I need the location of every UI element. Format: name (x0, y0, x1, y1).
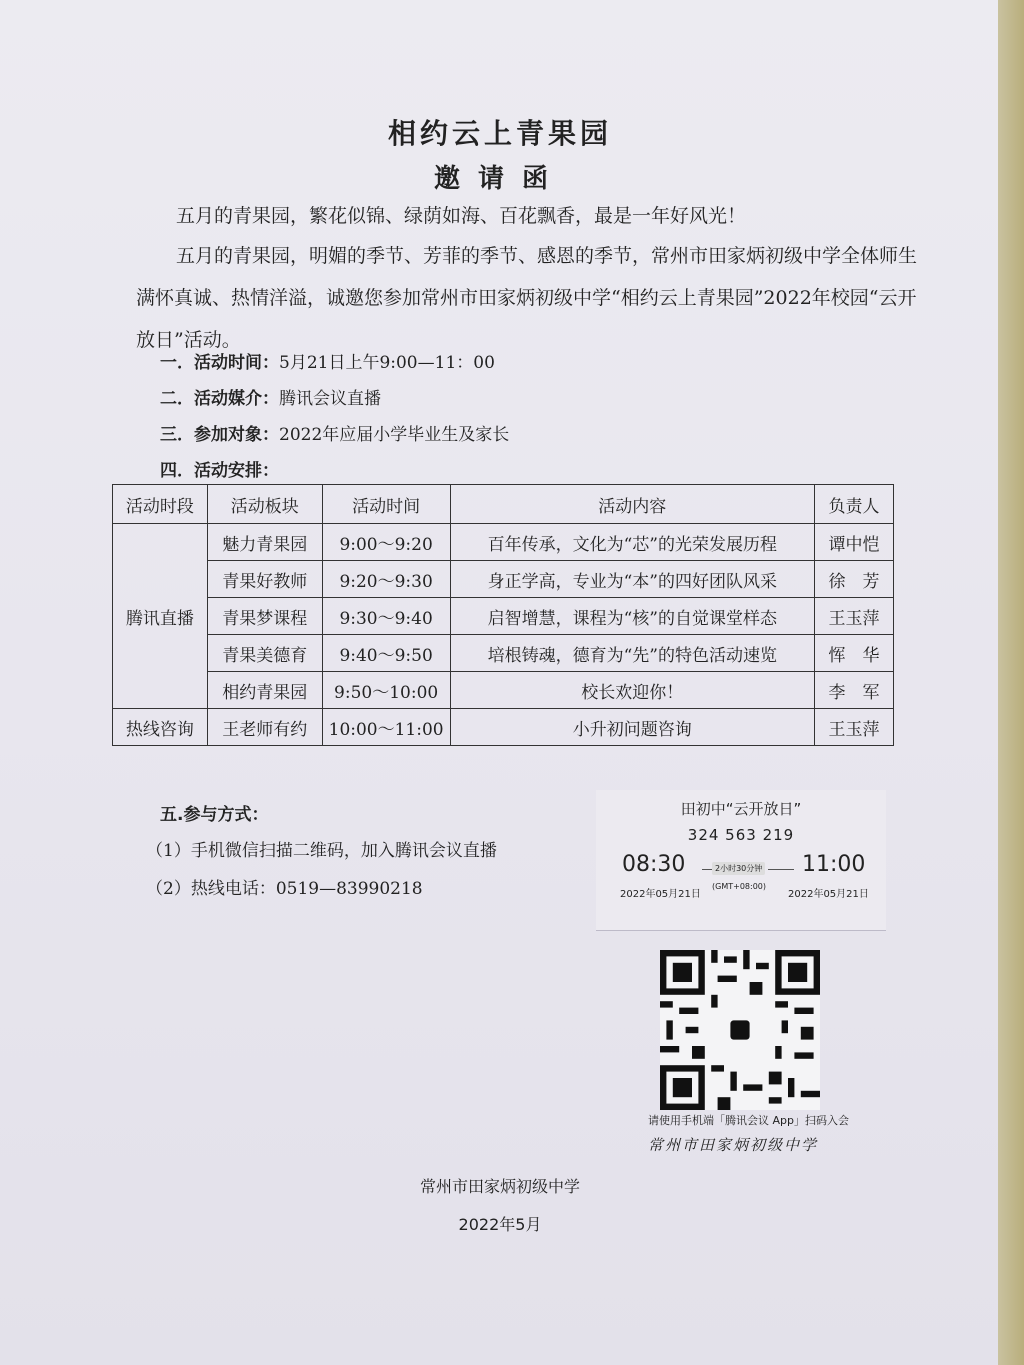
owner-cell: 谭中恺 (815, 524, 894, 561)
header-cell: 活动板块 (207, 485, 322, 524)
header-cell: 负责人 (815, 485, 894, 524)
block-cell: 相约青果园 (207, 672, 322, 709)
content-cell: 百年传承，文化为“芯”的光荣发展历程 (450, 524, 815, 561)
owner-cell: 恽 华 (815, 635, 894, 672)
block-cell: 青果美德育 (207, 635, 322, 672)
header-cell: 活动时间 (322, 485, 450, 524)
content-cell: 小升初问题咨询 (450, 709, 815, 746)
activity-time-label: 一．活动时间： (160, 353, 279, 373)
intro-paragraph-2: 五月的青果园，明媚的季节、芳菲的季节、感恩的季节，常州市田家炳初级中学全体师生满怀真诚、热情洋溢，诚邀您参加常州市田家炳初级中学“相约云上青果园”2022年校园“云开放日”活动。 (136, 245, 918, 351)
intro-paragraph-1: 五月的青果园，繁花似锦、绿荫如海、百花飘香，最是一年好风光！ (176, 205, 747, 227)
block-cell: 青果好教师 (207, 561, 322, 598)
activity-schedule-label: 四．活动安排： (160, 461, 279, 481)
period-cell: 热线咨询 (113, 709, 208, 746)
owner-cell: 李 军 (815, 672, 894, 709)
owner-cell: 王玉萍 (815, 709, 894, 746)
owner-cell: 徐 芳 (815, 561, 894, 598)
activity-target (160, 420, 509, 445)
time-cell: 10:00～11:00 (322, 709, 450, 746)
page-subtitle: 邀请函 (433, 164, 566, 194)
period-cell: 腾讯直播 (113, 524, 208, 709)
table-row (113, 524, 894, 561)
issue-date: 2022年5月 (458, 1215, 542, 1234)
header-cell: 活动时段 (113, 485, 208, 524)
activity-media-value: 腾讯会议直播 (279, 389, 381, 409)
schedule-table (112, 484, 894, 746)
meeting-end-date: 2022年05月21日 (788, 889, 869, 900)
table-row (113, 635, 894, 672)
content-cell: 校长欢迎你！ (450, 672, 815, 709)
table-row (113, 709, 894, 746)
activity-media (160, 384, 381, 409)
block-cell: 魅力青果园 (207, 524, 322, 561)
time-cell: 9:00～9:20 (322, 524, 450, 561)
activity-target-value: 2022年应届小学毕业生及家长 (279, 425, 510, 445)
activity-time (160, 348, 495, 373)
activity-media-label: 二．活动媒介： (160, 389, 279, 409)
participation-label: 五.参与方式： (160, 805, 269, 825)
signature: 常州市田家炳初级中学 (419, 1177, 580, 1196)
table-row (113, 598, 894, 635)
content-cell: 培根铸魂，德育为“先”的特色活动速览 (450, 635, 815, 672)
activity-time-value: 5月21日上午9:00—11：00 (279, 353, 495, 373)
header-cell: 活动内容 (450, 485, 815, 524)
divider (768, 869, 794, 870)
divider (702, 869, 712, 870)
school-stamp: 常州市田家炳初级中学 (648, 1136, 819, 1154)
meeting-card (596, 790, 886, 931)
content-cell: 启智增慧，课程为“核”的自觉课堂样态 (450, 598, 815, 635)
activity-target-label: 三．参加对象： (160, 425, 279, 445)
participation-method-1: （1）手机微信扫描二维码，加入腾讯会议直播 (146, 841, 497, 861)
meeting-start-time: 08:30 (622, 852, 686, 877)
owner-cell: 王玉萍 (815, 598, 894, 635)
meeting-end-time: 11:00 (802, 852, 866, 877)
table-header-row (113, 485, 894, 524)
qr-instruction: 请使用手机端「腾讯会议 App」扫码入会 (648, 1114, 849, 1127)
content-cell: 身正学高，专业为“本”的四好团队风采 (450, 561, 815, 598)
time-cell: 9:40～9:50 (322, 635, 450, 672)
block-cell: 王老师有约 (207, 709, 322, 746)
meeting-start-date: 2022年05月21日 (620, 889, 701, 900)
background-edge (998, 0, 1024, 1365)
participation-method-2: （2）热线电话：0519—83990218 (146, 879, 423, 899)
meeting-timezone: (GMT+08:00) (712, 882, 766, 891)
table-row (113, 561, 894, 598)
time-cell: 9:20～9:30 (322, 561, 450, 598)
meeting-title: 田初中“云开放日” (680, 800, 802, 818)
time-cell: 9:50～10:00 (322, 672, 450, 709)
meeting-id: 324 563 219 (687, 826, 795, 844)
qr-code-icon[interactable] (660, 950, 820, 1110)
time-cell: 9:30～9:40 (322, 598, 450, 635)
activity-schedule (160, 456, 279, 481)
table-row (113, 672, 894, 709)
block-cell: 青果梦课程 (207, 598, 322, 635)
page-title: 相约云上青果园 (387, 117, 612, 150)
meeting-duration: 2小时30分钟 (712, 862, 765, 875)
